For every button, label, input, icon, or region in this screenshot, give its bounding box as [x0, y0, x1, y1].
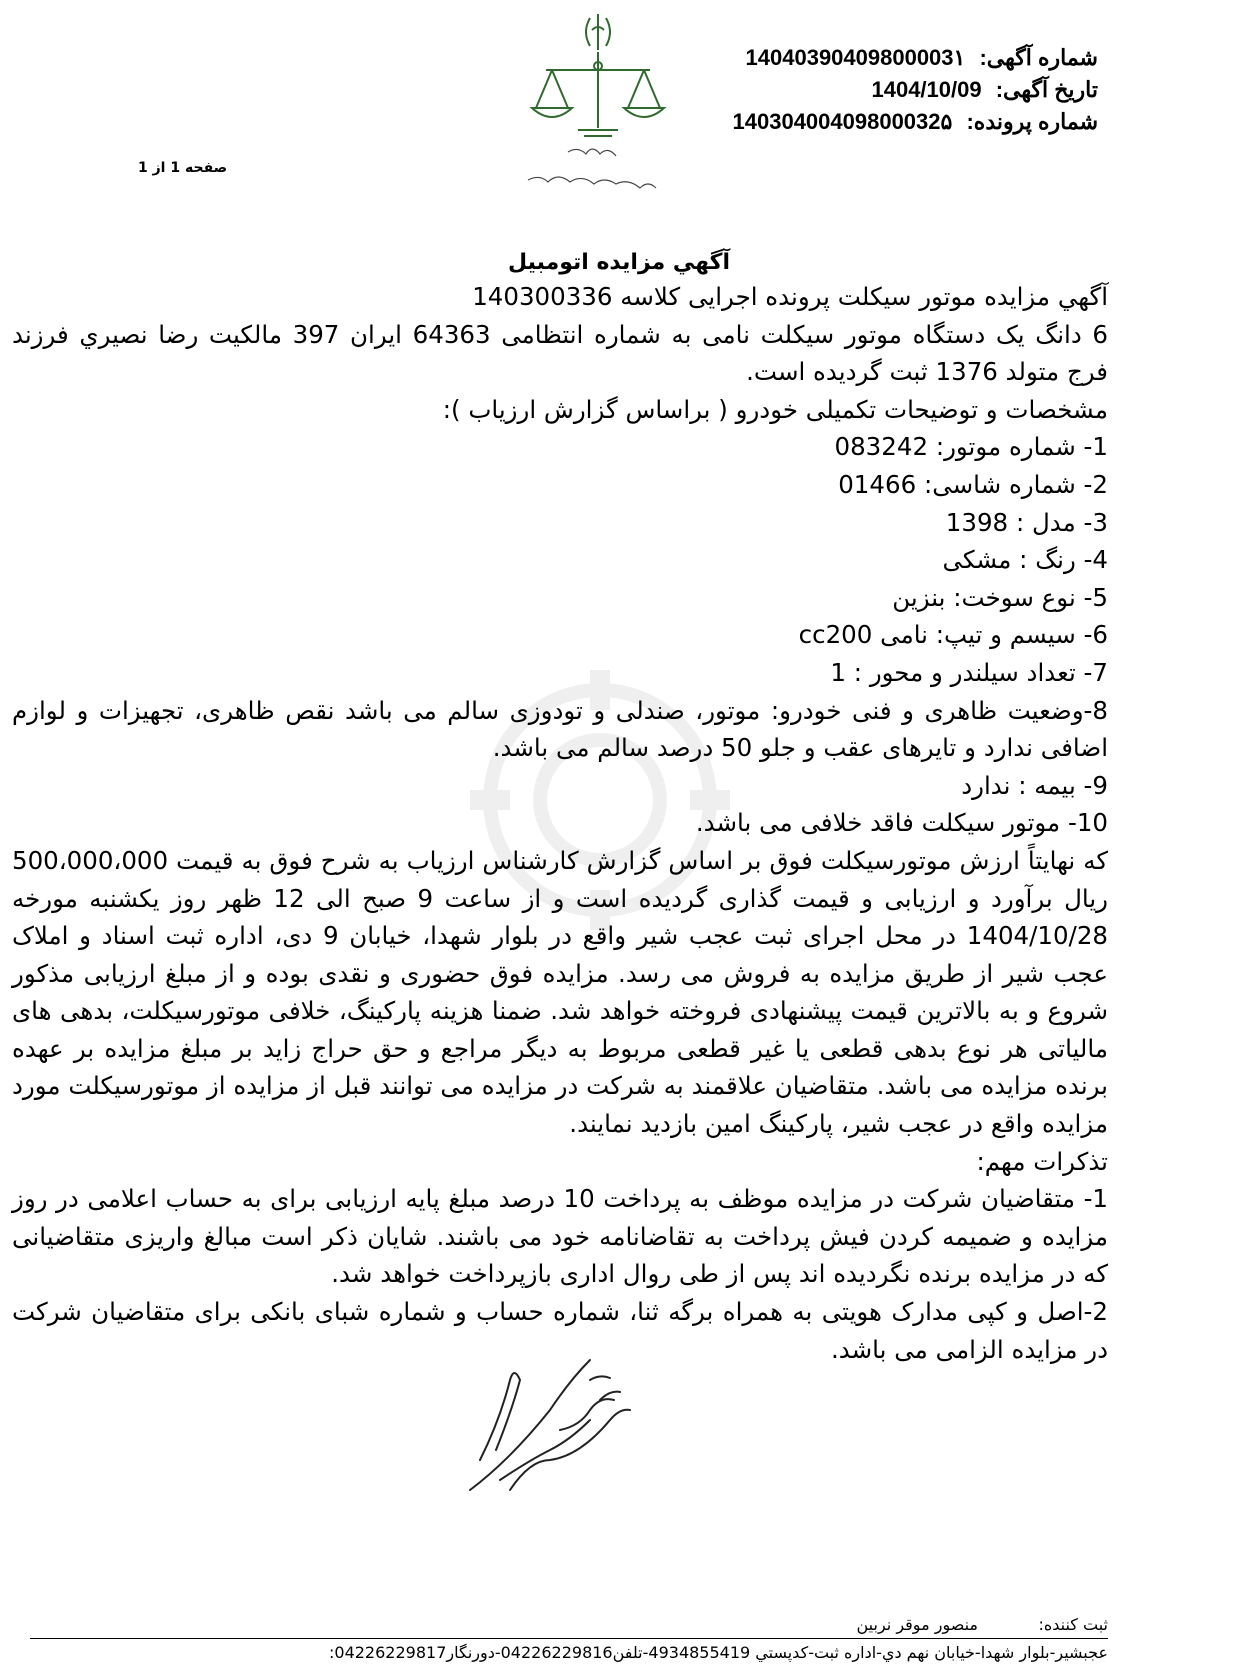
- ownership-paragraph: 6 دانگ يک دستگاه موتور سيكلت نامی به شماره انتظامی 64363 ايران 397 مالكيت رضا نصيري فرزند فرج متولد 1376 ثبت گرديده است.: [12, 319, 1108, 387]
- spec-item: 1- شماره موتور: 083242: [834, 432, 1108, 462]
- spec-item: 6- سيسم و تيپ: نامی cc200: [798, 620, 1108, 650]
- note-item: 1- متقاضيان شركت در مزايده موظف به پرداخت 10 درصد مبلغ پايه ارزيابی برای به حساب اعلامی در روز مزايده و ضميمه كردن فيش پرداخت به تقاضانامه خود می باشند. شايان ذكر است مبالغ واريزی متقاضيانی كه در مزايده برنده نگرديده اند پس از طی روال اداری بازپرداخت خواهد شد.: [12, 1184, 1109, 1289]
- file-number-row: [733, 106, 1098, 138]
- spec-item: 9- بيمه : ندارد: [961, 770, 1108, 800]
- spec-item: 7- تعداد سيلندر و محور : 1: [830, 657, 1108, 687]
- intro-line: آگهي مزايده موتور سيكلت پرونده اجرايی كلاسه 140300336: [472, 282, 1108, 311]
- valuation-paragraph: كه نهايتاً ارزش موتورسيكلت فوق بر اساس گزارش كارشناس ارزياب به شرح فوق به قيمت 500،000،000 ريال برآورد و ارزيابی و قيمت گذاری گرديده است و از ساعت 9 صبح الی 12 ظهر روز يكشنبه مورخه 1404/10/28 در محل اجرای ثبت عجب شير واقع در بلوار شهدا، خيابان 9 دی، اداره ثبت اسناد و املاک عجب شير از طريق مزايده به فروش می رسد. مزايده فوق حضوری و نقدی بوده و از مبلغ ارزيابی مذكور شروع و به بالاترين قيمت پيشنهادی فروخته خواهد شد. ضمنا هزينه پاركينگ، خلافی موتورسيكلت، بدهی های مالياتی هر نوع بدهی قطعی يا غير قطعی مربوط به ديگر مراجع و حق حراج زايد بر مبلغ مزايده بر عهده برنده مزايده می باشد. متقاضيان علاقمند به شركت در مزايده می توانند قبل از مزايده از موتورسيكلت مورد مزايده واقع در عجب شير، پاركينگ امين بازديد نمايند.: [12, 845, 1108, 1139]
- page-title: آگهي مزايده اتومبيل: [507, 250, 731, 275]
- spec-heading: مشخصات و توضيحات تكميلی خودرو ( براساس گزارش ارزياب ):: [442, 394, 1108, 424]
- notes-heading: تذكرات مهم:: [976, 1146, 1108, 1176]
- spec-item: 3- مدل : 1398: [945, 507, 1108, 537]
- note-item: 2-اصل و كپی مدارک هويتی به همراه برگه ثنا، شماره حساب و شماره شبای بانكی برای متقاضيان شركت در مزايده الزامی می باشد.: [12, 1297, 1108, 1364]
- notice-number-label: شماره آگهی:: [979, 45, 1098, 70]
- registrar-name: منصور موقر نربين: [856, 1615, 978, 1634]
- footer-divider: [30, 1638, 1108, 1639]
- page-number: صفحه 1 از 1: [138, 160, 228, 176]
- spec-item: 10- موتور سيكلت فاقد خلافی می باشد.: [695, 808, 1108, 838]
- file-number-value: 14030400409800032۵: [732, 109, 953, 134]
- notice-date-value: 1404/10/09: [871, 77, 982, 102]
- notice-number-row: [733, 42, 1098, 74]
- notice-body: [12, 278, 1108, 1368]
- spec-item: 8-وضعيت ظاهری و فنی خودرو: موتور، صندلی و تودوزی سالم می باشد نقص ظاهری، تجهيزات و لوازم اضافی ندارد و تايرهای عقب و جلو 50 درصد سالم می باشد.: [12, 695, 1108, 763]
- spec-item: 5- نوع سوخت: بنزين: [892, 582, 1108, 612]
- judiciary-emblem-logo: [508, 8, 688, 198]
- notice-number-value: 14040390409800003۱: [745, 45, 966, 70]
- notice-meta-block: [733, 42, 1098, 138]
- file-number-label: شماره پرونده:: [966, 109, 1098, 134]
- registrar-label: ثبت كننده:: [1038, 1615, 1108, 1634]
- spec-item: 2- شماره شاسی: 01466: [838, 469, 1108, 499]
- spec-item: 4- رنگ : مشكی: [942, 545, 1108, 575]
- footer-address: عجبشير-بلوار شهدا-خيابان نهم دي-اداره ثبت-كدپستي 4934855419-تلفن04226229816-دورنگار04226229817:: [329, 1643, 1108, 1662]
- notice-date-label: تاریخ آگهی:: [995, 77, 1098, 102]
- handwritten-signature: [440, 1340, 700, 1510]
- notice-date-row: [733, 74, 1098, 106]
